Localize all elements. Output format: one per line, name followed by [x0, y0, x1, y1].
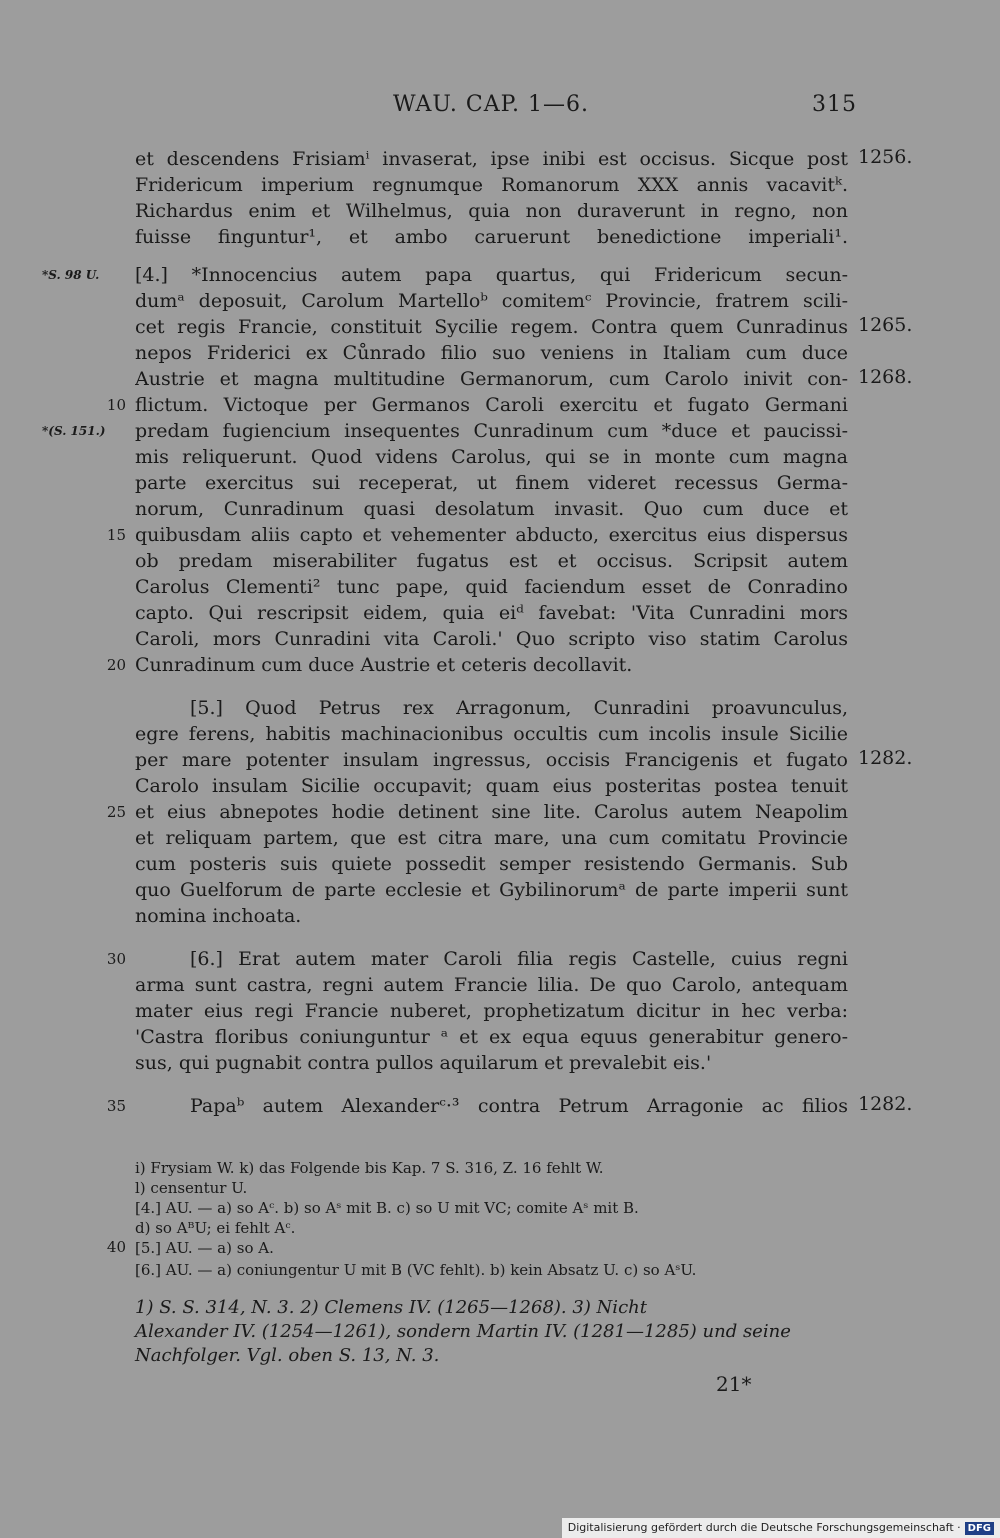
text-line: Caroli, mors Cunradini vita Caroli.' Quo scripto viso statim Carolus [135, 628, 848, 650]
line-number: 25 [106, 803, 126, 821]
text-line: mater eius regi Francie nuberet, prophetizatum dicitur in hec verba: [135, 1000, 848, 1022]
dfg-logo: DFG [965, 1522, 994, 1535]
text-line: quo Guelforum de parte ecclesie et Gybilinorumᵃ de parte imperii sunt [135, 879, 848, 901]
text-line: [4.] *Innocencius autem papa quartus, qui Fridericum secun- [135, 264, 848, 286]
apparatus-line: l) censentur U. [135, 1179, 248, 1197]
text-line: per mare potenter insulam ingressus, occisis Francigenis et fugato [135, 749, 848, 771]
signature-mark: 21* [716, 1372, 752, 1396]
text-line: mis reliquerunt. Quod videns Carolus, qui se in monte cum magna [135, 446, 848, 468]
footnote-line: 1) S. S. 314, N. 3. 2) Clemens IV. (1265—1268). 3) Nicht [135, 1297, 647, 1318]
line-number: 40 [106, 1238, 126, 1256]
text-line: fuisse finguntur¹, et ambo caruerunt benedictione imperiali¹. [135, 226, 848, 248]
text-line: arma sunt castra, regni autem Francie lilia. De quo Carolo, antequam [135, 974, 848, 996]
text-line: ob predam miserabiliter fugatus est et occisus. Scripsit autem [135, 550, 848, 572]
year-marginal: 1282. [858, 1093, 913, 1115]
text-line: sus, qui pugnabit contra pullos aquilarum et prevalebit eis.' [135, 1052, 712, 1074]
line-number: 30 [106, 950, 126, 968]
line-number: 10 [106, 396, 126, 414]
text-line: Fridericum imperium regnumque Romanorum XXX annis vacavitᵏ. [135, 174, 848, 196]
footnote-line: Nachfolger. Vgl. oben S. 13, N. 3. [135, 1345, 440, 1366]
source-reference: *S. 98 U. [42, 268, 100, 282]
text-line: et reliquam partem, que est citra mare, una cum comitatu Provincie [135, 827, 848, 849]
page-number: 315 [812, 92, 857, 117]
apparatus-line: d) so AᴮU; ei fehlt Aᶜ. [135, 1219, 296, 1237]
footer-text: Digitalisierung gefördert durch die Deutsche Forschungsgemeinschaft · [567, 1521, 961, 1534]
text-line: nomina inchoata. [135, 905, 302, 927]
apparatus-line: [4.] AU. — a) so Aᶜ. b) so Aˢ mit B. c) so U mit VC; comite Aˢ mit B. [135, 1199, 639, 1217]
apparatus-line: [5.] AU. — a) so A. [135, 1239, 274, 1257]
text-line: [5.] Quod Petrus rex Arragonum, Cunradini proavunculus, [190, 697, 848, 719]
line-number: 35 [106, 1097, 126, 1115]
text-line: nepos Friderici ex Cůnrado filio suo veniens in Italiam cum duce [135, 342, 848, 364]
text-line: Cunradinum cum duce Austrie et ceteris decollavit. [135, 654, 633, 676]
text-line: Papaᵇ autem Alexanderᶜ·³ contra Petrum Arragonie ac filios [190, 1095, 848, 1117]
footnote-line: Alexander IV. (1254—1261), sondern Martin IV. (1281—1285) und seine [135, 1321, 791, 1342]
line-number: 15 [106, 526, 126, 544]
text-line: egre ferens, habitis machinacionibus occultis cum incolis insule Sicilie [135, 723, 848, 745]
text-line: et descendens Frisiamⁱ invaserat, ipse inibi est occisus. Sicque post [135, 148, 848, 170]
text-line: predam fugiencium insequentes Cunradinum cum *duce et paucissi- [135, 420, 848, 442]
year-marginal: 1256. [858, 146, 913, 168]
running-title: WAU. CAP. 1—6. [393, 92, 589, 117]
text-line: quibusdam aliis capto et vehementer abducto, exercitus eius dispersus [135, 524, 848, 546]
text-line: cet regis Francie, constituit Sycilie regem. Contra quem Cunradinus [135, 316, 848, 338]
text-line: dumᵃ deposuit, Carolum Martelloᵇ comitemᶜ Provincie, fratrem scili- [135, 290, 848, 312]
text-line: Carolus Clementi² tunc pape, quid faciendum esset de Conradino [135, 576, 848, 598]
apparatus-line: [6.] AU. — a) coniungentur U mit B (VC fehlt). b) kein Absatz U. c) so AˢU. [135, 1261, 697, 1279]
text-line: parte exercitus sui receperat, ut finem videret recessus Germa- [135, 472, 848, 494]
text-line: cum posteris suis quiete possedit semper resistendo Germanis. Sub [135, 853, 848, 875]
text-line: Austrie et magna multitudine Germanorum, cum Carolo inivit con- [135, 368, 848, 390]
funding-footer [562, 1518, 1000, 1538]
text-line: capto. Qui rescripsit eidem, quia eiᵈ favebat: 'Vita Cunradini mors [135, 602, 848, 624]
year-marginal: 1282. [858, 747, 913, 769]
text-line: Richardus enim et Wilhelmus, quia non duraverunt in regno, non [135, 200, 848, 222]
text-line: 'Castra floribus coniunguntur ᵃ et ex equa equus generabitur genero- [135, 1026, 848, 1048]
year-marginal: 1268. [858, 366, 913, 388]
text-line: et eius abnepotes hodie detinent sine lite. Carolus autem Neapolim [135, 801, 848, 823]
text-line: flictum. Victoque per Germanos Caroli exercitu et fugato Germani [135, 394, 848, 416]
line-number: 20 [106, 656, 126, 674]
text-line: Carolo insulam Sicilie occupavit; quam eius posteritas postea tenuit [135, 775, 848, 797]
text-line: [6.] Erat autem mater Caroli filia regis Castelle, cuius regni [190, 948, 848, 970]
apparatus-line: i) Frysiam W. k) das Folgende bis Kap. 7 S. 316, Z. 16 fehlt W. [135, 1159, 604, 1177]
source-reference: *(S. 151.) [42, 424, 106, 438]
year-marginal: 1265. [858, 314, 913, 336]
text-line: norum, Cunradinum quasi desolatum invasit. Quo cum duce et [135, 498, 848, 520]
